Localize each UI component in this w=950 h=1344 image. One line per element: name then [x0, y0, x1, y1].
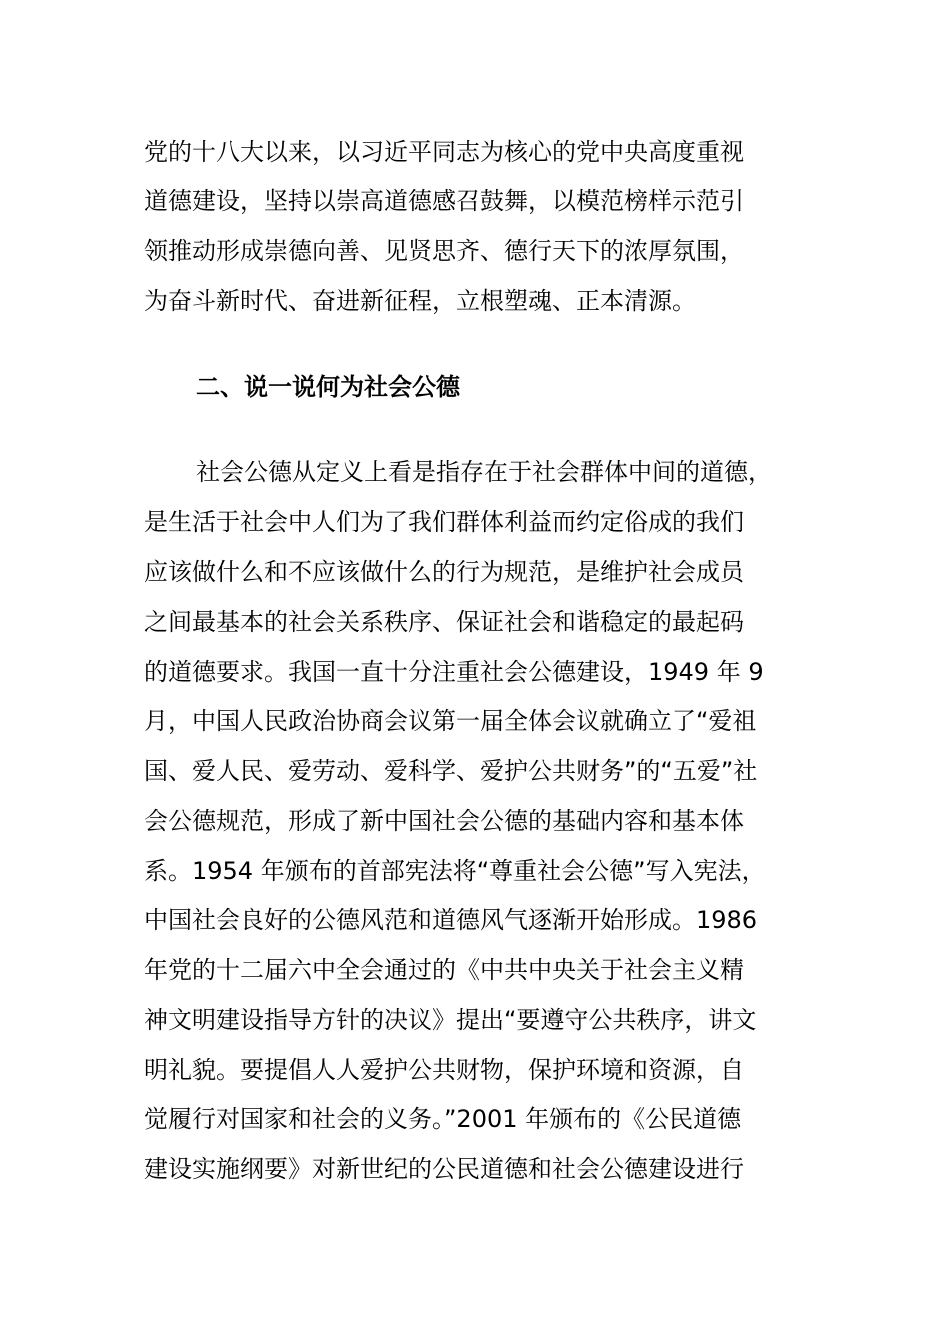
paragraph-line: 领推动形成崇德向善、见贤思齐、德行天下的浓厚氛围， — [144, 237, 744, 265]
paragraph-line: 神文明建设指导方针的决议》提出“要遵守公共秩序，讲文 — [144, 1006, 757, 1034]
paragraph-line: 中国社会良好的公德风范和道德风气逐渐开始形成。1986 — [144, 906, 758, 934]
paragraph-line: 明礼貌。要提倡人人爱护公共财物，保护环境和资源，自 — [144, 1056, 744, 1084]
paragraph-line: 道德建设，坚持以崇高道德感召鼓舞，以模范榜样示范引 — [144, 187, 744, 215]
paragraph-line: 会公德规范，形成了新中国社会公德的基础内容和基本体 — [144, 807, 744, 835]
paragraph-line: 月，中国人民政治协商会议第一届全体会议就确立了“爱祖 — [144, 707, 757, 735]
paragraph-line: 之间最基本的社会关系秩序、保证社会和谐稳定的最起码 — [144, 608, 744, 636]
paragraph-line: 社会公德从定义上看是指存在于社会群体中间的道德， — [196, 458, 772, 486]
paragraph-line: 觉履行对国家和社会的义务。”2001 年颁布的《公民道德 — [144, 1105, 742, 1133]
paragraph-line: 为奋斗新时代、奋进新征程，立根塑魂、正本清源。 — [144, 287, 696, 315]
paragraph-line: 是生活于社会中人们为了我们群体利益而约定俗成的我们 — [144, 508, 744, 536]
paragraph-line: 系。1954 年颁布的首部宪法将“尊重社会公德”写入宪法， — [144, 857, 766, 885]
paragraph-line: 党的十八大以来，以习近平同志为核心的党中央高度重视 — [144, 138, 744, 166]
paragraph-line: 国、爱人民、爱劳动、爱科学、爱护公共财务”的“五爱”社 — [144, 757, 758, 785]
section-heading: 二、说一说何为社会公德 — [196, 373, 460, 401]
paragraph-line: 建设实施纲要》对新世纪的公民道德和社会公德建设进行 — [144, 1155, 744, 1183]
paragraph-line: 应该做什么和不应该做什么的行为规范，是维护社会成员 — [144, 558, 744, 586]
paragraph-line: 年党的十二届六中全会通过的《中共中央关于社会主义精 — [144, 956, 744, 984]
paragraph-line: 的道德要求。我国一直十分注重社会公德建设，1949 年 9 — [144, 658, 764, 686]
